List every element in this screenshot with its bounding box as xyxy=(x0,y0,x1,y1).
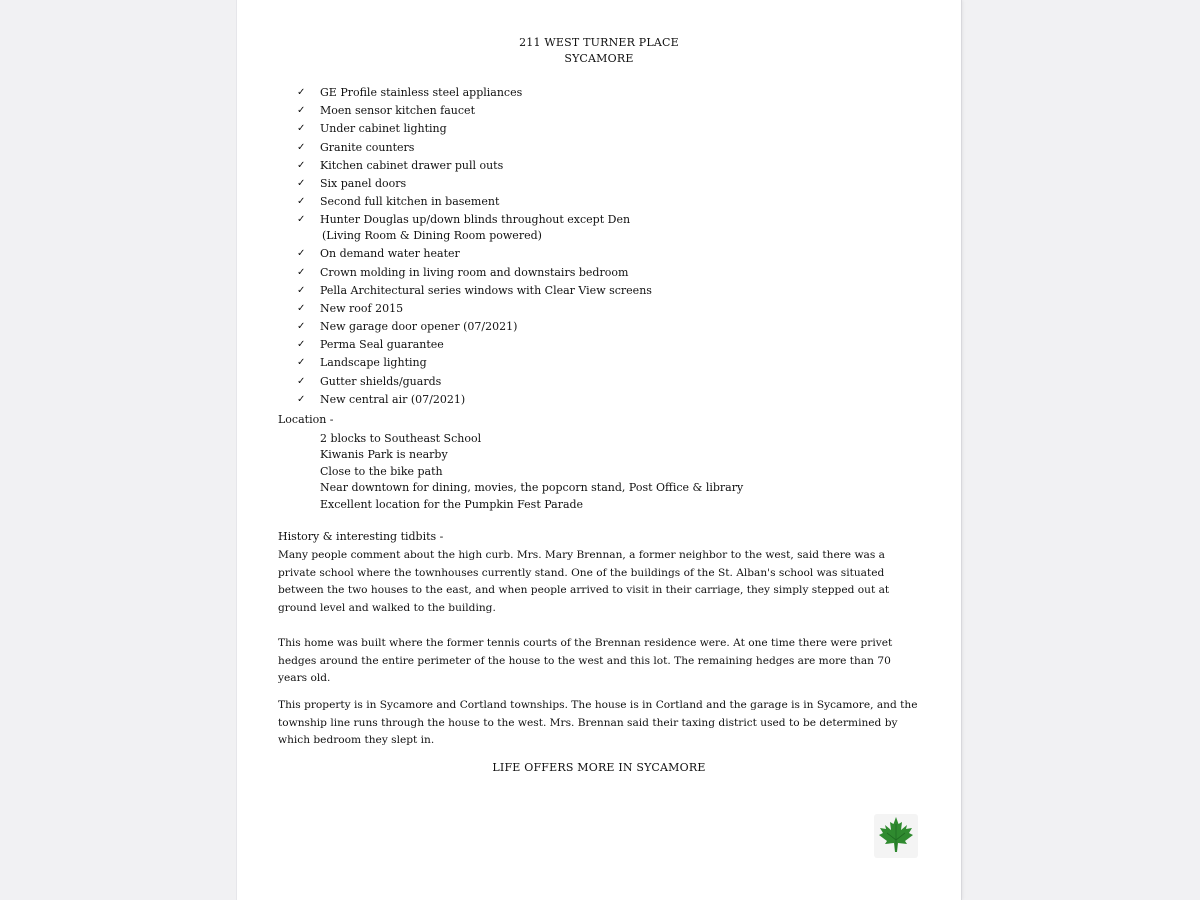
list-item: ✓ Landscape lighting xyxy=(297,354,937,372)
list-item-note: (Living Room & Dining Room powered) xyxy=(322,229,542,243)
check-icon: ✓ xyxy=(297,123,306,135)
check-icon: ✓ xyxy=(297,284,306,296)
check-icon: ✓ xyxy=(297,321,306,333)
list-item: ✓ Kitchen cabinet drawer pull outs xyxy=(297,157,937,175)
document-page xyxy=(237,0,961,900)
list-item: ✓ Crown molding in living room and downstairs bedroom xyxy=(297,264,937,282)
check-icon: ✓ xyxy=(297,87,306,98)
list-item: ✓ On demand water heater xyxy=(297,245,937,263)
check-icon: ✓ xyxy=(297,196,306,208)
check-icon: ✓ xyxy=(297,302,306,314)
list-item: ✓ Granite counters xyxy=(297,139,937,157)
check-icon: ✓ xyxy=(297,266,306,278)
history-paragraph: This property is in Sycamore and Cortland townships. The house is in Cortland and the garage is in Sycamore, and the township line runs through the house to the west. Mrs. Brennan said their taxing district used to be determined by which bedroom they slept in. xyxy=(278,699,918,747)
check-icon: ✓ xyxy=(297,177,306,189)
list-item: Excellent location for the Pumpkin Fest Parade xyxy=(320,497,584,511)
list-item: ✓ New garage door opener (07/2021) xyxy=(297,318,937,336)
list-item: ✓ Gutter shields/guards xyxy=(297,373,937,391)
check-icon: ✓ xyxy=(297,214,306,226)
check-icon: ✓ xyxy=(297,357,306,369)
maple-leaf-logo xyxy=(874,814,918,858)
list-item: ✓ New roof 2015 xyxy=(297,300,937,318)
history-paragraph: This home was built where the former tennis courts of the Brennan residence were. At one time there were privet hedges around the entire perimeter of the house to the west and this lot. The remaining hedges are more than 70 years old. xyxy=(278,637,893,685)
list-item: ✓ Six panel doors xyxy=(297,175,937,193)
check-icon: ✓ xyxy=(297,105,306,117)
list-item: ✓ Hunter Douglas up/down blinds throughout except Den (Living Room & Dining Room powered) xyxy=(297,211,937,245)
list-item: ✓ Second full kitchen in basement xyxy=(297,193,937,211)
tagline: LIFE OFFERS MORE IN SYCAMORE xyxy=(492,761,706,774)
history-paragraph: Many people comment about the high curb. Mrs. Mary Brennan, a former neighbor to the west, said there was a private school where the townhouses currently stand. One of the buildings of the St. Alban's school was situated between the two houses to the east, and when people arrived to visit in their carriage, they simply stepped out at ground level and walked to the building. xyxy=(278,549,890,614)
list-item: ✓ Under cabinet lighting xyxy=(297,120,937,138)
city-title: SYCAMORE xyxy=(564,52,634,65)
check-icon: ✓ xyxy=(297,375,306,387)
location-list xyxy=(320,431,743,513)
list-item: Near downtown for dining, movies, the popcorn stand, Post Office & library xyxy=(320,481,744,495)
check-icon: ✓ xyxy=(297,248,306,260)
list-item: ✓ Perma Seal guarantee xyxy=(297,336,937,354)
features-list xyxy=(297,84,937,409)
history-heading: History & interesting tidbits - xyxy=(278,530,444,543)
location-heading: Location - xyxy=(278,413,334,426)
address-title: 211 WEST TURNER PLACE xyxy=(519,36,679,49)
maple-leaf-icon xyxy=(874,814,918,858)
list-item: 2 blocks to Southeast School xyxy=(320,432,482,445)
list-item: ✓ New central air (07/2021) xyxy=(297,391,937,409)
list-item: Close to the bike path xyxy=(320,464,443,478)
list-item: Kiwanis Park is nearby xyxy=(320,448,448,462)
check-icon: ✓ xyxy=(297,393,306,405)
list-item: ✓ Moen sensor kitchen faucet xyxy=(297,102,937,120)
check-icon: ✓ xyxy=(297,141,306,153)
list-item: ✓ Pella Architectural series windows with Clear View screens xyxy=(297,282,937,300)
check-icon: ✓ xyxy=(297,159,306,171)
check-icon: ✓ xyxy=(297,339,306,351)
list-item: ✓ GE Profile stainless steel appliances xyxy=(297,84,937,102)
